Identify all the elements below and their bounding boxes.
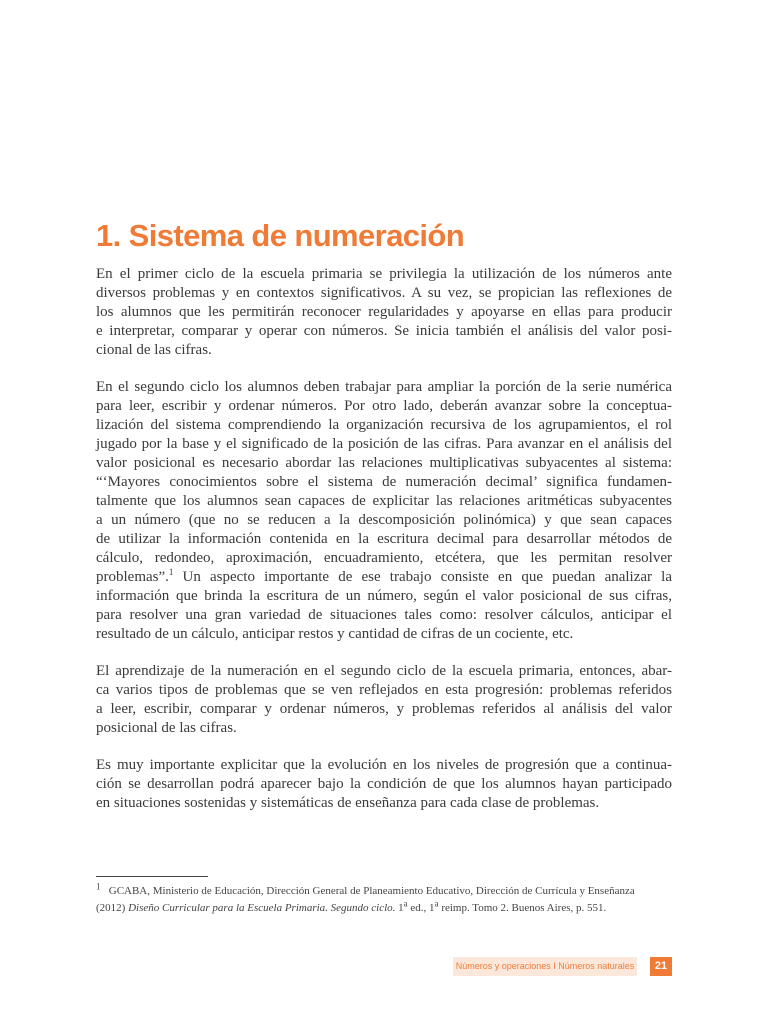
text-line: En el primer ciclo de la escuela primaria se privilegia la utilización de los números ante xyxy=(96,266,672,282)
text-line: de utilizar la información contenida en la escritura decimal para desarrollar métodos de xyxy=(96,531,672,547)
text-line: información que brinda la escritura de un número, según el valor posicional de sus cifras, xyxy=(96,588,672,604)
text-line: El aprendizaje de la numeración en el segundo ciclo de la escuela primaria, entonces, abar- xyxy=(96,663,672,679)
text-segment: Un aspecto importante de ese trabajo consiste en que puedan analizar la xyxy=(173,569,672,585)
footnote-mark: 1 xyxy=(96,881,101,892)
footnote-line xyxy=(96,883,676,900)
paragraph-3 xyxy=(96,662,672,738)
text-line: a un número (que no se reducen a la descomposición polinómica) y que sean capaces xyxy=(96,512,672,528)
text-line: resultado de un cálculo, anticipar restos y cantidad de cifras de un cociente, etc. xyxy=(96,626,574,642)
section-heading: 1. Sistema de numeración xyxy=(96,218,465,253)
text-line: e interpretar, comparar y operar con números. Se inicia también el análisis del valor posi- xyxy=(96,323,672,339)
text-line: en situaciones sostenidas y sistemáticas de enseñanza para cada clase de problemas. xyxy=(96,795,600,811)
text-segment: problemas”. xyxy=(96,569,169,585)
text-line-with-reference xyxy=(96,568,672,587)
text-line: a leer, escribir, comparar y ordenar números, y problemas referidos al análisis del valor xyxy=(96,701,672,717)
footnote-divider xyxy=(96,876,208,877)
text-line: diversos problemas y en contextos significativos. A su vez, se propician las reflexiones de xyxy=(96,285,672,301)
text-line: cional de las cifras. xyxy=(96,342,212,358)
footnote-text: ed., 1 xyxy=(407,902,435,914)
text-line: cálculo, redondeo, aproximación, encuadramiento, etcétera, que les permitan resolver xyxy=(96,550,672,566)
paragraph-1 xyxy=(96,265,672,360)
text-line: jugado por la base y el significado de la posición de las cifras. Para avanzar en el análisis del xyxy=(96,436,672,452)
paragraph-2 xyxy=(96,378,672,644)
text-line: los alumnos que les permitirán reconocer regularidades y apoyarse en ellas para producir xyxy=(96,304,672,320)
text-line: valor posicional es necesario abordar las relaciones multiplicativas subyacentes al sistema: xyxy=(96,455,672,471)
text-line: ción se desarrollan podrá aparecer bajo la condición de que los alumnos hayan participado xyxy=(96,776,672,792)
running-footer: Números y operaciones I Números naturales xyxy=(453,957,637,976)
text-line: En el segundo ciclo los alumnos deben trabajar para ampliar la porción de la serie numérica xyxy=(96,379,672,395)
text-line: “‘Mayores conocimientos sobre el sistema de numeración decimal’ significa fundamen- xyxy=(96,474,672,490)
ordinal-mark: a xyxy=(403,898,408,909)
footnote-text: GCABA, Ministerio de Educación, Dirección General de Planeamiento Educativo, Dirección de Currícula y Enseñanza xyxy=(108,885,635,897)
body-text xyxy=(96,265,672,831)
footnote-line xyxy=(96,900,676,917)
text-line: ca varios tipos de problemas que se ven reflejados en esta progresión: problemas referidos xyxy=(96,682,672,698)
footnote-text: (2012) xyxy=(96,902,129,914)
text-line: talmente que los alumnos sean capaces de explicitar las relaciones aritméticas subyacentes xyxy=(96,493,672,509)
paragraph-4 xyxy=(96,756,672,813)
text-line: para leer, escribir y ordenar números. Por otro lado, deberán avanzar sobre la conceptua- xyxy=(96,398,672,414)
text-line: posicional de las cifras. xyxy=(96,720,237,736)
footnote xyxy=(96,883,676,917)
footnote-text: reimp. Tomo 2. Buenos Aires, p. 551. xyxy=(438,902,607,914)
text-line: lización del sistema comprendiendo la organización recursiva de los agrupamientos, el rol xyxy=(96,417,672,433)
footnote-text: 1 xyxy=(395,902,404,914)
ordinal-mark: a xyxy=(434,898,439,909)
page-number: 21 xyxy=(650,957,672,976)
text-line: para resolver una gran variedad de situaciones tales como: resolver cálculos, anticipar el xyxy=(96,607,672,623)
book-title: Diseño Curricular para la Escuela Primaria. Segundo ciclo. xyxy=(128,902,396,914)
footnote-reference: 1 xyxy=(168,567,174,577)
text-line: Es muy importante explicitar que la evolución en los niveles de progresión que a continua- xyxy=(96,757,672,773)
